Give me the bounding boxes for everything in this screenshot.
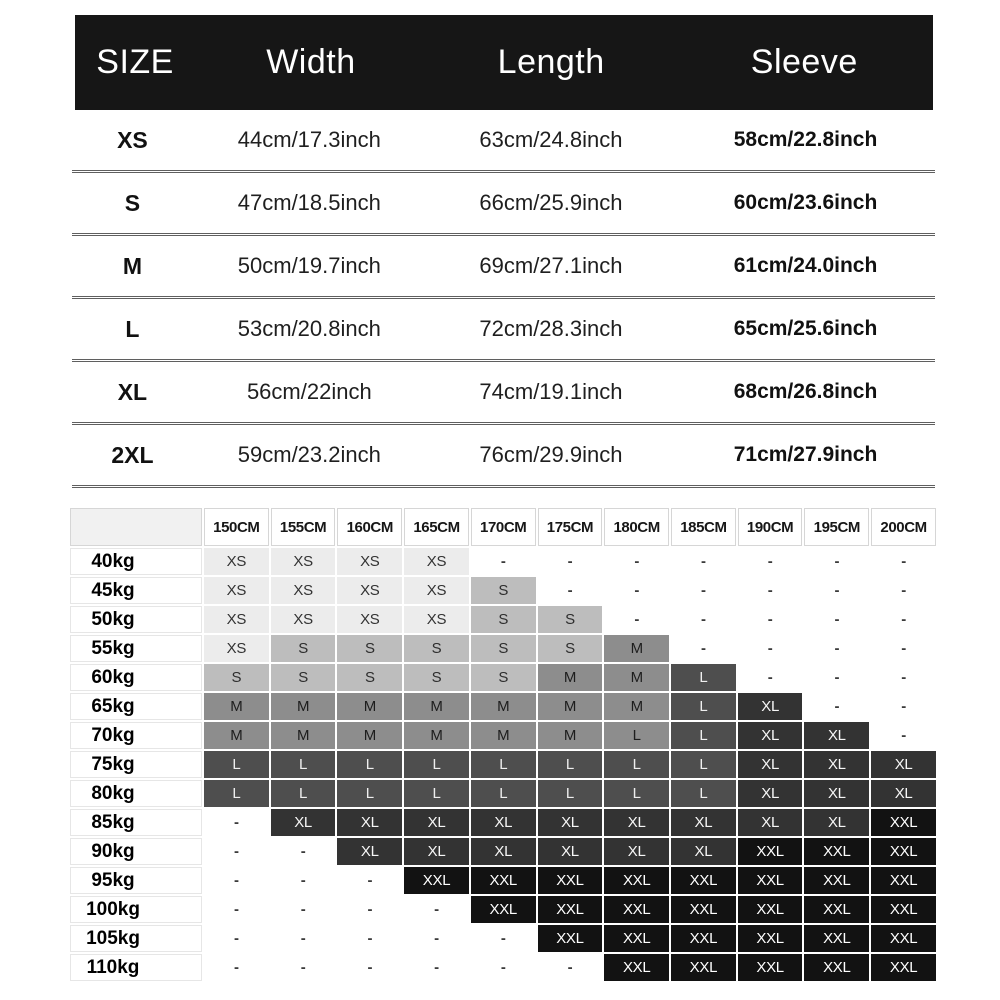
height-header: 160CM	[337, 508, 402, 546]
size-cell: XS	[204, 577, 269, 604]
weight-label: 70kg	[70, 722, 202, 749]
size-cell: XXL	[471, 896, 536, 923]
size-cell: L	[271, 751, 336, 778]
size-cell: XXL	[538, 867, 603, 894]
size-cell-empty: -	[337, 867, 402, 894]
size-cell-empty: -	[604, 577, 669, 604]
matrix-row-40kg	[70, 548, 936, 575]
size-cell: S	[471, 664, 536, 691]
size-table-rows	[72, 110, 935, 488]
size-table-header-bar	[75, 15, 933, 110]
size-cell-empty: -	[271, 896, 336, 923]
size-cell: L	[538, 780, 603, 807]
size-cell: XS	[271, 577, 336, 604]
sleeve-value: 61cm/24.0inch	[733, 254, 878, 277]
size-cell: XXL	[871, 838, 936, 865]
size-cell-empty: -	[604, 548, 669, 575]
size-cell: S	[538, 635, 603, 662]
size-cell-empty: -	[604, 606, 669, 633]
size-cell: XXL	[871, 954, 936, 981]
size-cell: L	[404, 751, 469, 778]
size-cell-empty: -	[538, 548, 603, 575]
size-cell: M	[471, 693, 536, 720]
weight-label: 55kg	[70, 635, 202, 662]
weight-label: 60kg	[70, 664, 202, 691]
size-cell: XXL	[804, 838, 869, 865]
size-cell: XXL	[671, 954, 736, 981]
size-cell: XS	[404, 548, 469, 575]
size-cell: XS	[204, 606, 269, 633]
weight-label: 90kg	[70, 838, 202, 865]
size-cell: XXL	[538, 896, 603, 923]
size-cell: XXL	[604, 954, 669, 981]
height-header: 165CM	[404, 508, 469, 546]
size-cell: XL	[671, 809, 736, 836]
size-cell: S	[337, 635, 402, 662]
size-cell: XL	[538, 838, 603, 865]
size-cell: L	[671, 780, 736, 807]
size-cell: XS	[337, 606, 402, 633]
size-cell: M	[404, 693, 469, 720]
size-cell: S	[271, 635, 336, 662]
size-value: 2XL	[111, 441, 154, 468]
size-cell-empty: -	[471, 548, 536, 575]
size-cell: XL	[671, 838, 736, 865]
size-cell-empty: -	[471, 925, 536, 952]
size-cell: M	[538, 693, 603, 720]
size-cell: XXL	[804, 896, 869, 923]
matrix-body	[70, 548, 936, 981]
size-row-m	[72, 236, 935, 299]
length-value: 69cm/27.1inch	[479, 253, 623, 278]
size-cell: S	[404, 635, 469, 662]
size-cell: XL	[604, 809, 669, 836]
size-cell: XXL	[738, 896, 803, 923]
height-header: 150CM	[204, 508, 269, 546]
width-value: 44cm/17.3inch	[237, 127, 381, 152]
size-cell-empty: -	[871, 606, 936, 633]
width-value: 56cm/22inch	[246, 379, 372, 404]
height-header: 170CM	[471, 508, 536, 546]
size-cell: L	[538, 751, 603, 778]
size-cell-empty: -	[804, 664, 869, 691]
size-cell: M	[604, 635, 669, 662]
size-cell: XL	[738, 780, 803, 807]
length-value: 74cm/19.1inch	[479, 379, 623, 404]
size-cell-empty: -	[871, 693, 936, 720]
matrix-row-70kg	[70, 722, 936, 749]
size-cell: XL	[271, 809, 336, 836]
size-cell: L	[604, 722, 669, 749]
size-cell: XL	[871, 751, 936, 778]
weight-label: 110kg	[70, 954, 202, 981]
size-cell: XS	[337, 548, 402, 575]
weight-label: 75kg	[70, 751, 202, 778]
height-header: 185CM	[671, 508, 736, 546]
size-cell: XL	[804, 722, 869, 749]
width-value: 47cm/18.5inch	[237, 190, 381, 215]
size-cell-empty: -	[671, 606, 736, 633]
size-cell: XXL	[471, 867, 536, 894]
size-cell: XS	[271, 606, 336, 633]
weight-label: 105kg	[70, 925, 202, 952]
height-header: 155CM	[271, 508, 336, 546]
size-cell-empty: -	[804, 635, 869, 662]
size-cell-empty: -	[204, 896, 269, 923]
size-cell: M	[538, 664, 603, 691]
size-cell: XL	[404, 809, 469, 836]
size-cell: L	[671, 751, 736, 778]
size-cell-empty: -	[804, 693, 869, 720]
width-value: 50cm/19.7inch	[237, 253, 381, 278]
size-cell: L	[671, 722, 736, 749]
size-cell-empty: -	[404, 925, 469, 952]
size-cell: XS	[337, 577, 402, 604]
size-cell: XXL	[871, 867, 936, 894]
size-cell: XL	[804, 751, 869, 778]
size-cell: M	[271, 722, 336, 749]
size-cell: M	[337, 693, 402, 720]
size-cell: XL	[404, 838, 469, 865]
length-value: 66cm/25.9inch	[479, 190, 623, 215]
size-cell-empty: -	[404, 954, 469, 981]
size-cell: S	[471, 606, 536, 633]
size-cell-empty: -	[471, 954, 536, 981]
column-header-width: Width	[266, 43, 356, 81]
size-cell: XXL	[404, 867, 469, 894]
width-value: 53cm/20.8inch	[237, 316, 381, 341]
size-row-xs	[72, 110, 935, 173]
size-cell: M	[471, 722, 536, 749]
size-cell: XL	[538, 809, 603, 836]
size-cell: XL	[804, 809, 869, 836]
size-cell: XXL	[671, 925, 736, 952]
sleeve-value: 68cm/26.8inch	[733, 380, 878, 403]
size-cell-empty: -	[404, 896, 469, 923]
size-cell-empty: -	[871, 577, 936, 604]
size-cell: XS	[271, 548, 336, 575]
size-cell: M	[271, 693, 336, 720]
sleeve-value: 60cm/23.6inch	[733, 191, 878, 214]
size-cell: XL	[738, 751, 803, 778]
matrix-row-85kg	[70, 809, 936, 836]
size-row-l	[72, 299, 935, 362]
size-cell: XXL	[738, 925, 803, 952]
matrix-row-55kg	[70, 635, 936, 662]
height-header: 190CM	[738, 508, 803, 546]
size-cell-empty: -	[871, 635, 936, 662]
size-cell: XL	[604, 838, 669, 865]
matrix-row-105kg	[70, 925, 936, 952]
size-cell: L	[604, 780, 669, 807]
matrix-row-75kg	[70, 751, 936, 778]
matrix-row-65kg	[70, 693, 936, 720]
size-cell: S	[337, 664, 402, 691]
weight-label: 85kg	[70, 809, 202, 836]
matrix-row-80kg	[70, 780, 936, 807]
size-cell: L	[337, 780, 402, 807]
size-cell-empty: -	[671, 577, 736, 604]
sleeve-value: 58cm/22.8inch	[733, 128, 878, 151]
size-cell: S	[471, 635, 536, 662]
size-cell: XL	[471, 838, 536, 865]
size-cell: XXL	[604, 925, 669, 952]
size-cell: XXL	[738, 867, 803, 894]
size-cell: XXL	[604, 867, 669, 894]
size-cell: XS	[204, 548, 269, 575]
weight-label: 95kg	[70, 867, 202, 894]
size-cell: XL	[471, 809, 536, 836]
size-row-s	[72, 173, 935, 236]
size-cell-empty: -	[738, 577, 803, 604]
size-cell: XL	[337, 838, 402, 865]
size-cell: L	[204, 780, 269, 807]
height-header: 175CM	[538, 508, 603, 546]
column-header-sleeve: Sleeve	[750, 43, 858, 81]
size-cell: M	[204, 722, 269, 749]
size-cell: XL	[738, 722, 803, 749]
size-cell: XXL	[871, 896, 936, 923]
size-cell: M	[604, 664, 669, 691]
size-cell-empty: -	[204, 954, 269, 981]
size-cell: L	[337, 751, 402, 778]
size-cell: L	[671, 693, 736, 720]
size-value: L	[125, 315, 140, 342]
size-cell: XXL	[804, 954, 869, 981]
size-cell-empty: -	[671, 548, 736, 575]
size-cell-empty: -	[204, 838, 269, 865]
sleeve-value: 71cm/27.9inch	[733, 443, 878, 466]
size-cell-empty: -	[271, 954, 336, 981]
size-cell: XXL	[738, 838, 803, 865]
matrix-row-50kg	[70, 606, 936, 633]
size-cell: L	[204, 751, 269, 778]
length-value: 76cm/29.9inch	[479, 442, 623, 467]
size-cell-empty: -	[271, 838, 336, 865]
matrix-corner-cell	[70, 508, 202, 546]
size-cell: XXL	[804, 925, 869, 952]
length-value: 72cm/28.3inch	[479, 316, 623, 341]
length-value: 63cm/24.8inch	[479, 127, 623, 152]
sleeve-value: 65cm/25.6inch	[733, 317, 878, 340]
size-cell: XS	[404, 606, 469, 633]
size-cell-empty: -	[337, 925, 402, 952]
matrix-row-90kg	[70, 838, 936, 865]
size-cell-empty: -	[871, 664, 936, 691]
size-row-2xl	[72, 425, 935, 488]
size-cell: XS	[204, 635, 269, 662]
size-cell-empty: -	[738, 635, 803, 662]
size-cell-empty: -	[871, 722, 936, 749]
weight-label: 50kg	[70, 606, 202, 633]
matrix-row-100kg	[70, 896, 936, 923]
size-cell: L	[471, 751, 536, 778]
size-cell: XL	[337, 809, 402, 836]
size-cell: L	[471, 780, 536, 807]
size-value: M	[122, 252, 142, 279]
size-cell-empty: -	[204, 809, 269, 836]
size-cell-empty: -	[671, 635, 736, 662]
size-row-xl	[72, 362, 935, 425]
height-header: 195CM	[804, 508, 869, 546]
size-cell: XXL	[738, 954, 803, 981]
height-header: 200CM	[871, 508, 936, 546]
size-value: XS	[117, 126, 148, 153]
weight-label: 65kg	[70, 693, 202, 720]
weight-label: 40kg	[70, 548, 202, 575]
size-cell: S	[404, 664, 469, 691]
size-cell: M	[204, 693, 269, 720]
size-cell: XL	[804, 780, 869, 807]
size-cell-empty: -	[271, 867, 336, 894]
size-cell-empty: -	[204, 925, 269, 952]
size-cell: XXL	[871, 925, 936, 952]
size-cell-empty: -	[738, 548, 803, 575]
weight-label: 100kg	[70, 896, 202, 923]
matrix-row-45kg	[70, 577, 936, 604]
matrix-row-60kg	[70, 664, 936, 691]
width-value: 59cm/23.2inch	[237, 442, 381, 467]
height-header: 180CM	[604, 508, 669, 546]
size-cell: L	[404, 780, 469, 807]
matrix-head	[70, 508, 936, 546]
size-cell: S	[271, 664, 336, 691]
size-cell: L	[671, 664, 736, 691]
matrix-row-110kg	[70, 954, 936, 981]
height-weight-matrix	[68, 506, 938, 983]
size-cell: S	[471, 577, 536, 604]
size-cell: M	[604, 693, 669, 720]
size-cell: L	[271, 780, 336, 807]
size-cell: XL	[738, 693, 803, 720]
matrix-row-95kg	[70, 867, 936, 894]
size-cell-empty: -	[337, 896, 402, 923]
size-cell: XS	[404, 577, 469, 604]
size-cell-empty: -	[204, 867, 269, 894]
weight-label: 45kg	[70, 577, 202, 604]
size-cell: M	[538, 722, 603, 749]
size-value: S	[124, 189, 141, 216]
size-cell-empty: -	[804, 548, 869, 575]
weight-label: 80kg	[70, 780, 202, 807]
size-cell-empty: -	[738, 606, 803, 633]
size-cell: XL	[871, 780, 936, 807]
size-cell: S	[204, 664, 269, 691]
size-cell: XXL	[604, 896, 669, 923]
matrix-header-row	[70, 508, 936, 546]
size-cell: XXL	[871, 809, 936, 836]
column-header-size: SIZE	[96, 43, 174, 81]
size-cell-empty: -	[738, 664, 803, 691]
size-cell-empty: -	[871, 548, 936, 575]
size-cell: XXL	[804, 867, 869, 894]
size-cell-empty: -	[538, 954, 603, 981]
size-cell: XXL	[671, 896, 736, 923]
size-cell: L	[604, 751, 669, 778]
size-cell-empty: -	[271, 925, 336, 952]
size-cell: M	[337, 722, 402, 749]
size-cell-empty: -	[538, 577, 603, 604]
size-value: XL	[117, 378, 148, 405]
size-cell: S	[538, 606, 603, 633]
size-cell: XXL	[538, 925, 603, 952]
size-cell-empty: -	[804, 606, 869, 633]
size-cell-empty: -	[804, 577, 869, 604]
size-cell-empty: -	[337, 954, 402, 981]
size-cell: XL	[738, 809, 803, 836]
size-cell: XXL	[671, 867, 736, 894]
column-header-length: Length	[497, 43, 605, 81]
size-cell: M	[404, 722, 469, 749]
